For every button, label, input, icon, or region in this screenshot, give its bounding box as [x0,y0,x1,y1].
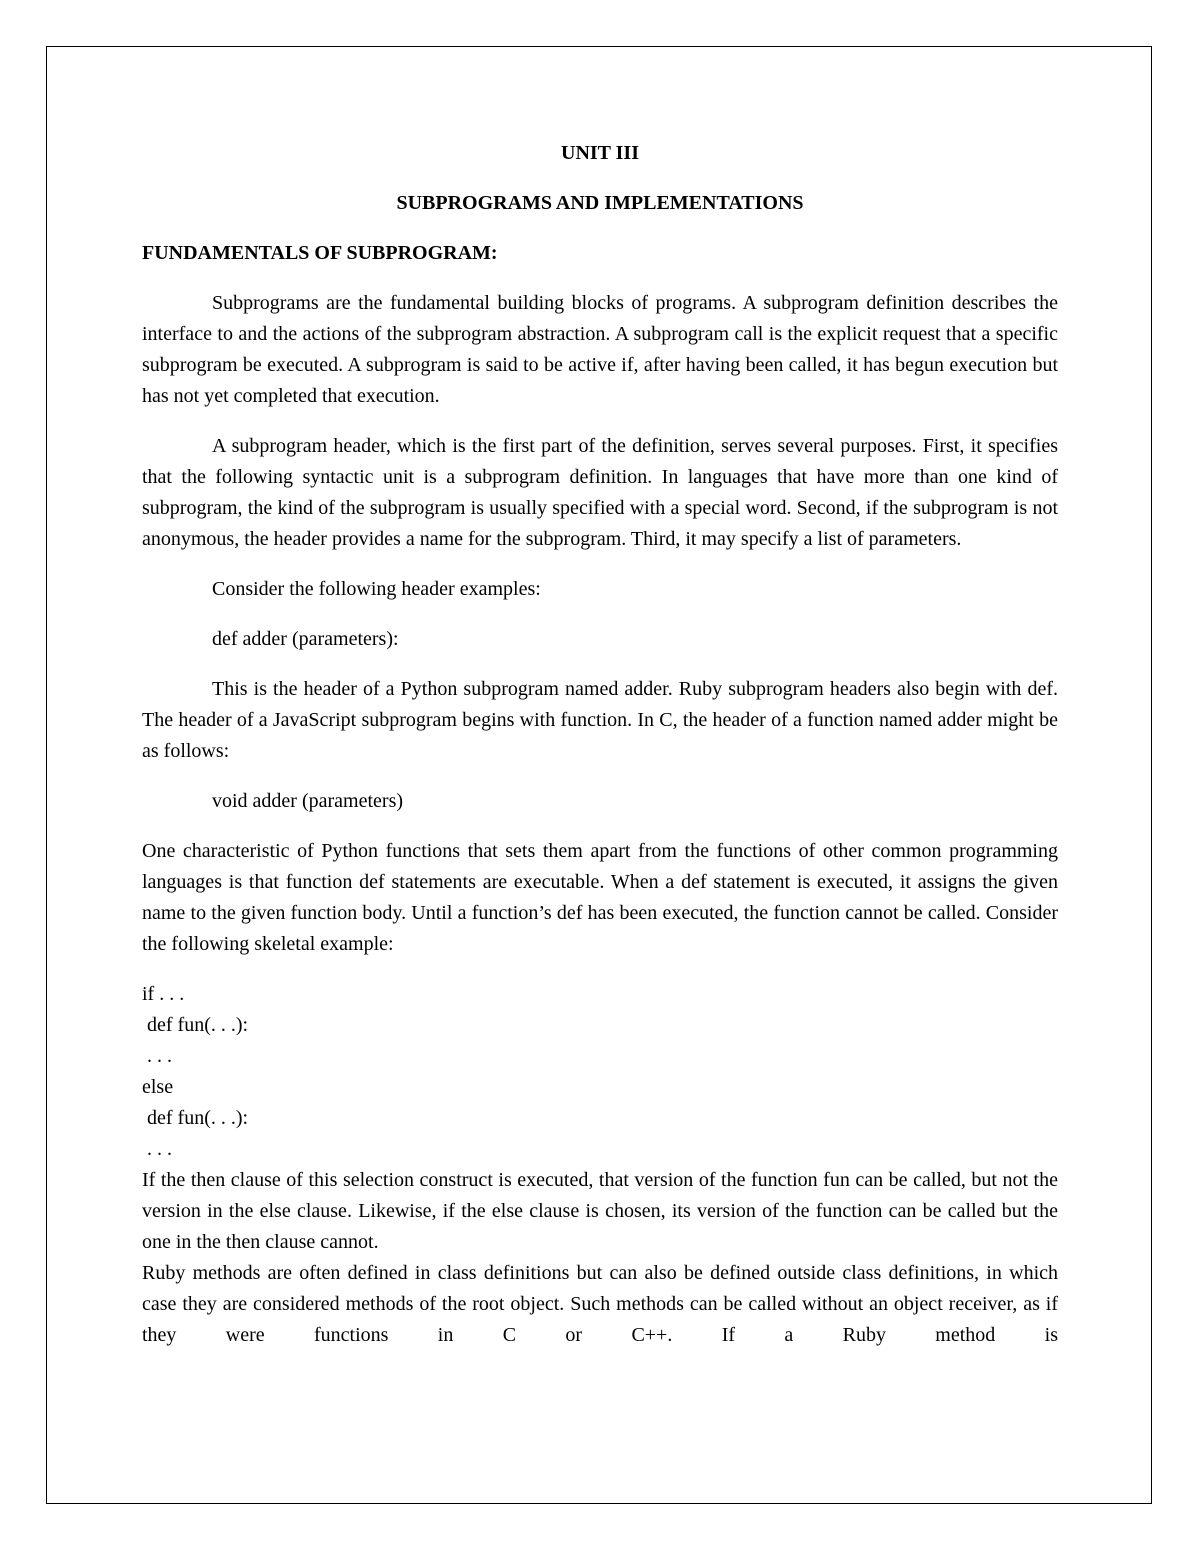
paragraph-ruby-methods: Ruby methods are often defined in class definitions but can also be defined outside class definitions, in which case they are considered methods of the root object. Such methods can be called without an object receiver, as if they were functions in C or C++. If a Ruby method is [142,1262,1058,1346]
paragraph-subprogram-intro: Subprograms are the fundamental building blocks of programs. A subprogram definition describes the interface to and the actions of the subprogram abstraction. A subprogram call is the explicit request that a specific subprogram be executed. A subprogram is said to be active if, after having been called, it has begun execution but has not yet completed that execution. [142,292,1058,407]
paragraph-python-def-executable: One characteristic of Python functions that sets them apart from the functions of other common programming languages is that function def statements are executable. When a def statement is executed, it assigns the given name to the given function body. Until a function’s def has been executed, the function cannot be called. Consider the following skeletal example: [142,840,1058,955]
code-block-skeletal-example [142,979,1058,1165]
document-content [142,138,1058,1351]
paragraph-consider-examples: Consider the following header examples: [212,578,541,600]
unit-title: UNIT III [561,142,639,164]
paragraph-then-clause: If the then clause of this selection construct is executed, that version of the function fun can be called, but not the version in the else clause. Likewise, if the else clause is chosen, its version of the function can be called but the one in the then clause cannot. [142,1169,1058,1253]
code-example-c-header: void adder (parameters) [212,790,404,812]
code-line: else [142,1076,174,1098]
code-line: . . . [142,1138,172,1160]
code-line: if . . . [142,983,185,1005]
paragraph-subprogram-header: A subprogram header, which is the first part of the definition, serves several purposes. First, it specifies that the following syntactic unit is a subprogram definition. In languages that have more than one kind of subprogram, the kind of the subprogram is usually specified with a special word. Second, if the subprogram is not anonymous, the header provides a name for the subprogram. Third, it may specify a list of parameters. [142,435,1058,550]
code-line: def fun(. . .): [142,1014,249,1036]
section-heading: FUNDAMENTALS OF SUBPROGRAM: [142,242,498,264]
code-example-python-header: def adder (parameters): [212,628,399,650]
paragraph-python-header: This is the header of a Python subprogram named adder. Ruby subprogram headers also begin with def. The header of a JavaScript subprogram begins with function. In C, the header of a function named adder might be as follows: [142,678,1058,762]
document-subtitle: SUBPROGRAMS AND IMPLEMENTATIONS [396,192,804,214]
code-line: . . . [142,1045,172,1067]
code-line: def fun(. . .): [142,1107,249,1129]
